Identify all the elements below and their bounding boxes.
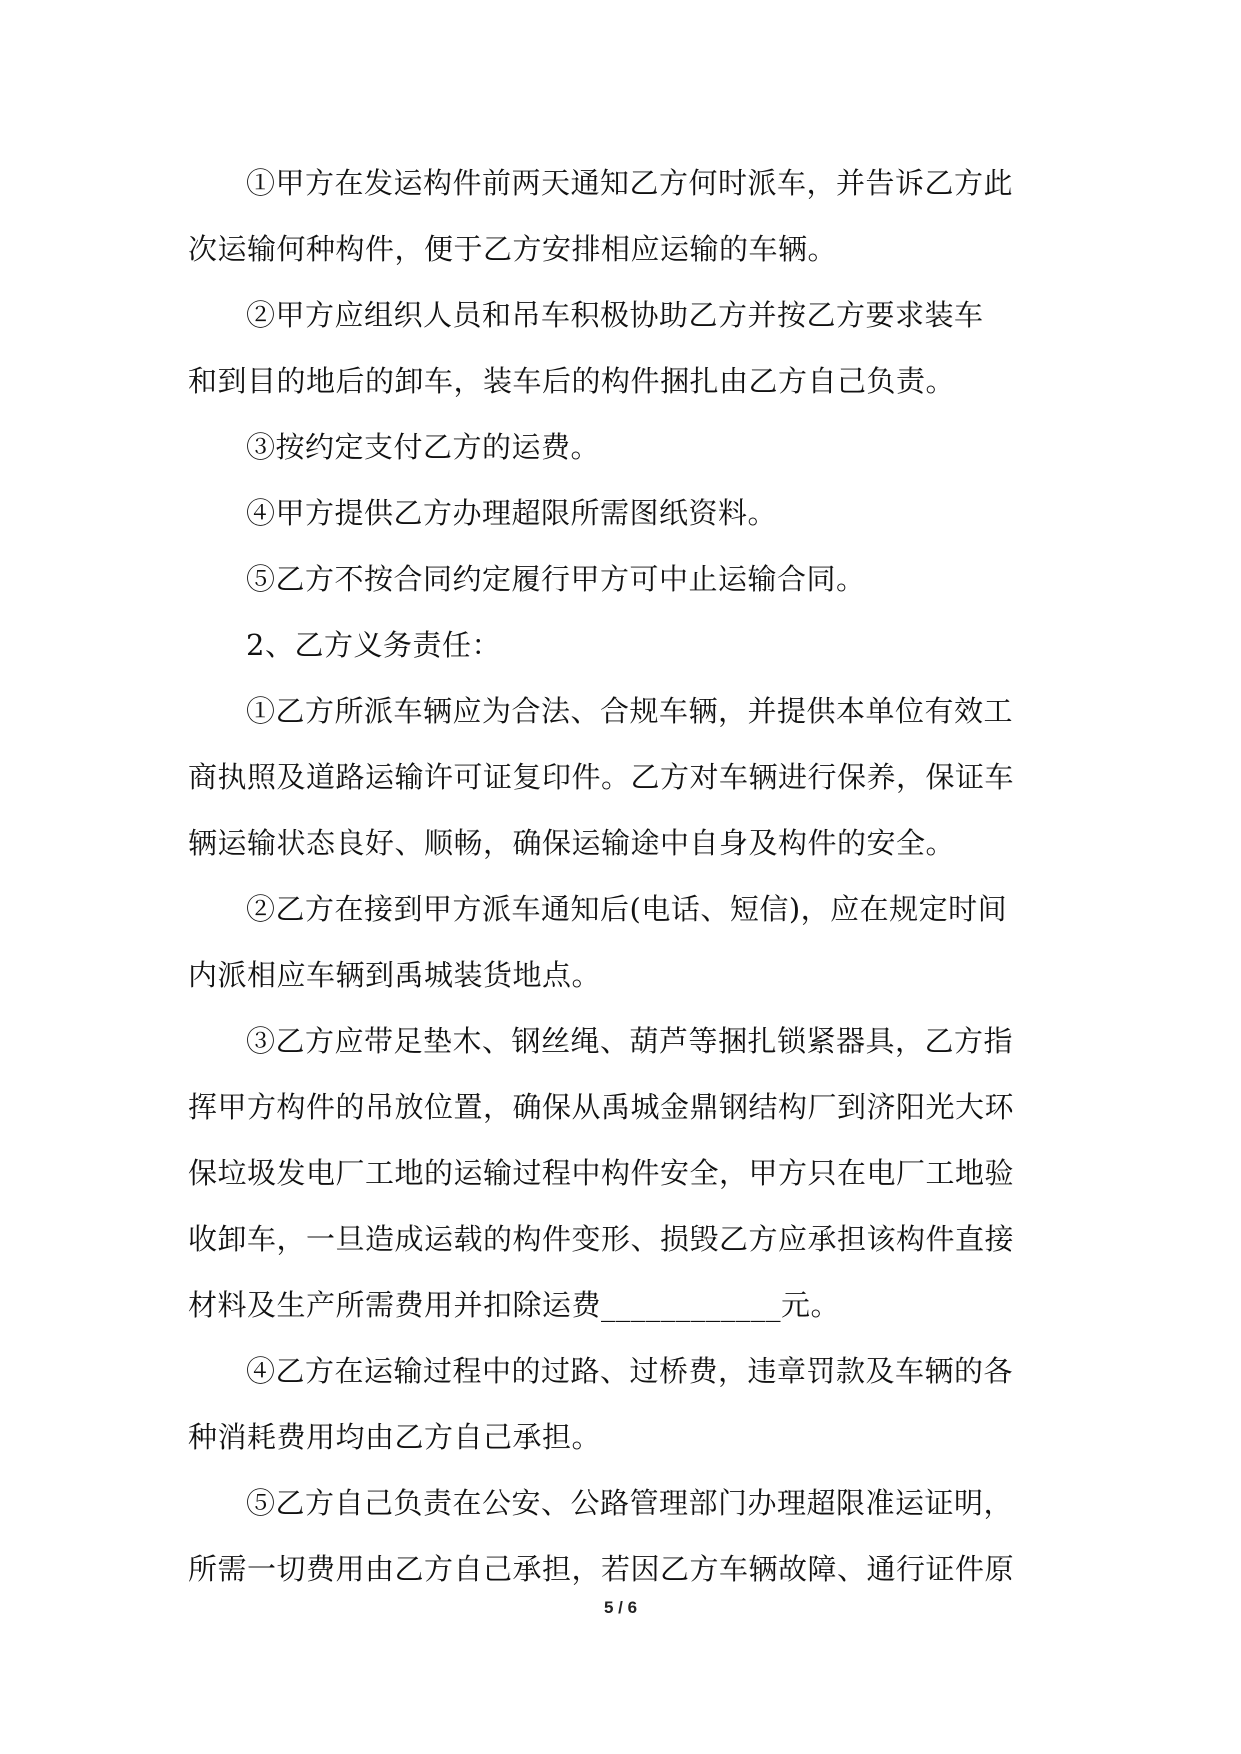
text-line: 内派相应车辆到禹城装货地点。 [188,958,602,992]
text-line: ①甲方在发运构件前两天通知乙方何时派车，并告诉乙方此 [246,166,1014,200]
text-line: ④乙方在运输过程中的过路、过桥费，违章罚款及车辆的各 [246,1354,1014,1388]
text-line: 次运输何种构件，便于乙方安排相应运输的车辆。 [188,232,838,266]
text-line: 2、乙方义务责任： [246,628,501,662]
text-line: 和到目的地后的卸车，装车后的构件捆扎由乙方自己负责。 [188,364,956,398]
text-line: 挥甲方构件的吊放位置，确保从禹城金鼎钢结构厂到济阳光大环 [188,1090,1015,1124]
section-heading [188,612,1058,678]
paragraph-8 [188,876,1058,1008]
document-body [188,150,1058,1602]
text-line: 商执照及道路运输许可证复印件。乙方对车辆进行保养，保证车 [188,760,1015,794]
text-line: 所需一切费用由乙方自己承担，若因乙方车辆故障、通行证件原 [188,1552,1015,1586]
text-line: ①乙方所派车辆应为合法、合规车辆，并提供本单位有效工 [246,694,1014,728]
text-line: ⑤乙方不按合同约定履行甲方可中止运输合同。 [246,562,866,596]
paragraph-4 [188,480,1058,546]
paragraph-7 [188,678,1058,876]
paragraph-3 [188,414,1058,480]
text-line: ②甲方应组织人员和吊车积极协助乙方并按乙方要求装车 [246,298,984,332]
paragraph-1 [188,150,1058,282]
text-line: 辆运输状态良好、顺畅，确保运输途中自身及构件的安全。 [188,826,956,860]
text-line: ③按约定支付乙方的运费。 [246,430,601,464]
text-line: 收卸车，一旦造成运载的构件变形、损毁乙方应承担该构件直接 [188,1222,1015,1256]
paragraph-9 [188,1008,1058,1338]
text-line: ②乙方在接到甲方派车通知后(电话、短信)，应在规定时间 [246,892,1008,926]
paragraph-2 [188,282,1058,414]
text-line: ③乙方应带足垫木、钢丝绳、葫芦等捆扎锁紧器具，乙方指 [246,1024,1014,1058]
paragraph-5 [188,546,1058,612]
text-line: 材料及生产所需费用并扣除运费____________元。 [188,1288,841,1322]
text-line: 保垃圾发电厂工地的运输过程中构件安全，甲方只在电厂工地验 [188,1156,1015,1190]
text-line: ④甲方提供乙方办理超限所需图纸资料。 [246,496,778,530]
text-line: 种消耗费用均由乙方自己承担。 [188,1420,602,1454]
paragraph-11 [188,1470,1058,1602]
page-number: 5 / 6 [603,1598,638,1617]
paragraph-10 [188,1338,1058,1470]
text-line: ⑤乙方自己负责在公安、公路管理部门办理超限准运证明， [246,1486,1014,1520]
